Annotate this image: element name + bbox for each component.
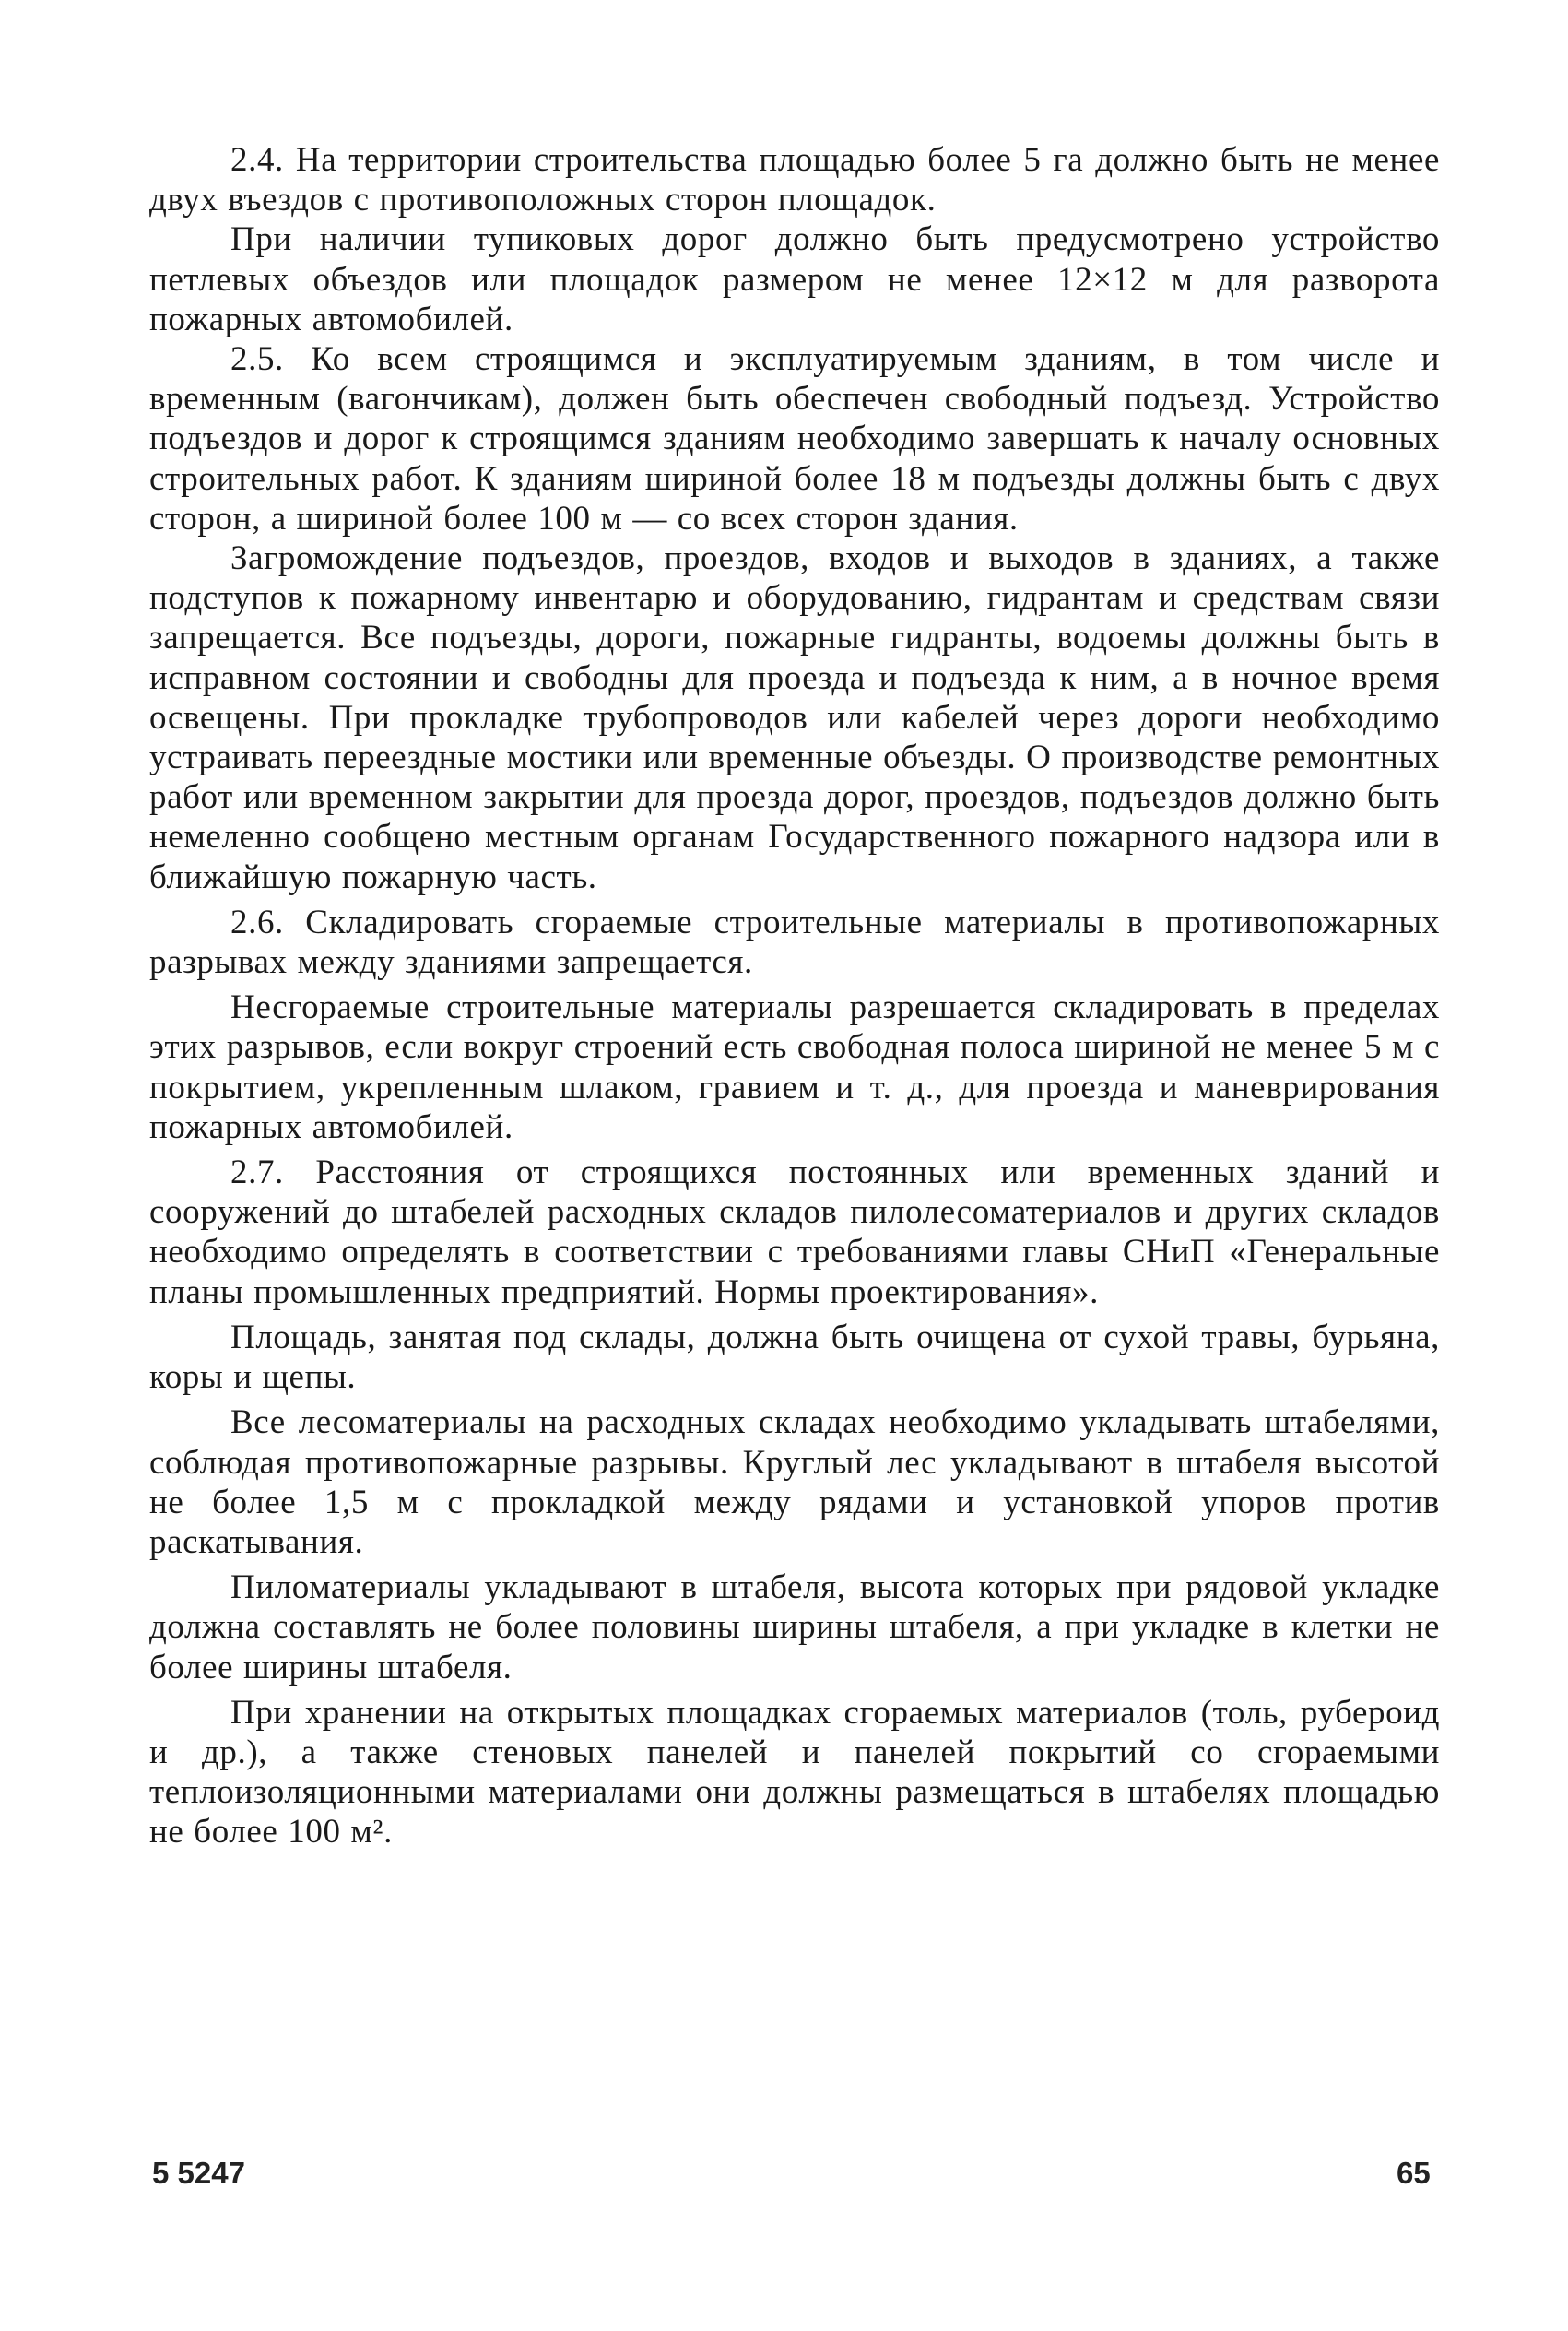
paragraph-open-storage: При хранении на открытых площадках сгораемых материалов (толь, рубероид и др.), а также стеновых панелей и панелей покрытий со сгораемыми теплоизоляционными материалами они должны размещаться в штабелях площадью не более 100 м². [149,1693,1440,1852]
footer-signature: 5 5247 [152,2156,245,2190]
paragraph-timber: Все лесоматериалы на расходных складах необходимо укладывать штабелями, соблюдая противопожарные разрывы. Круглый лес укладывают в штабеля высотой не более 1,5 м с прокладкой между рядами и установкой упоров против раскатывания. [149,1403,1440,1561]
paragraph-storage-area: Площадь, занятая под склады, должна быть очищена от сухой травы, бурьяна, коры и щепы. [149,1318,1440,1397]
paragraph-obstruction: Загромождение подъездов, проездов, входов и выходов в зданиях, а также подступов к пожарному инвентарю и оборудованию, гидрантам и средствам связи запрещается. Все подъезды, дороги, пожарные гидранты, водоемы должны быть в исправном состоянии и свободны для проезда и подъезда к ним, а в ночное время освещены. При прокладке трубопроводов или кабелей через дороги необходимо устраивать переездные мостики или временные объезды. О производстве ремонтных работ или временном закрытии для проезда дорог, проездов, подъездов должно быть немеленно сообщено местным органам Государственного пожарного надзора или в ближайшую пожарную часть. [149,539,1440,896]
paragraph-noncombustible: Несгораемые строительные материалы разрешается складировать в пределах этих разрывов, если вокруг строений есть свободная полоса шириной не менее 5 м с покрытием, укрепленным шлаком, гравием и т. д., для проезда и маневрирования пожарных автомобилей. [149,988,1440,1146]
body-text [149,140,1440,1852]
paragraph-2-4: 2.4. На территории строительства площадью более 5 га должно быть не менее двух въездов с противоположных сторон площадок. [149,141,1440,219]
page-number: 65 [1397,2156,1431,2190]
paragraph-2-7: 2.7. Расстояния от строящихся постоянных или временных зданий и сооружений до штабелей расходных складов пилолесоматериалов и других складов необходимо определять в соответствии с требованиями главы СНиП «Генеральные планы промышленных предприятий. Нормы проектирования». [149,1154,1440,1311]
paragraph-dead-end-roads: При наличии тупиковых дорог должно быть предусмотрено устройство петлевых объездов или площадок размером не менее 12×12 м для разворота пожарных автомобилей. [149,220,1440,338]
paragraph-2-6: 2.6. Складировать сгораемые строительные материалы в противопожарных разрывах между зданиями запрещается. [149,903,1440,982]
paragraph-sawn-timber: Пиломатериалы укладывают в штабеля, высота которых при рядовой укладке должна составлять не более половины ширины штабеля, а при укладке в клетки не более ширины штабеля. [149,1568,1440,1686]
paragraph-2-5: 2.5. Ко всем строящимся и эксплуатируемым зданиям, в том числе и временным (вагончикам), должен быть обеспечен свободный подъезд. Устройство подъездов и дорог к строящимся зданиям необходимо завершать к началу основных строительных работ. К зданиям шириной более 18 м подъезды должны быть с двух сторон, а шириной более 100 м — со всех сторон здания. [149,340,1440,538]
